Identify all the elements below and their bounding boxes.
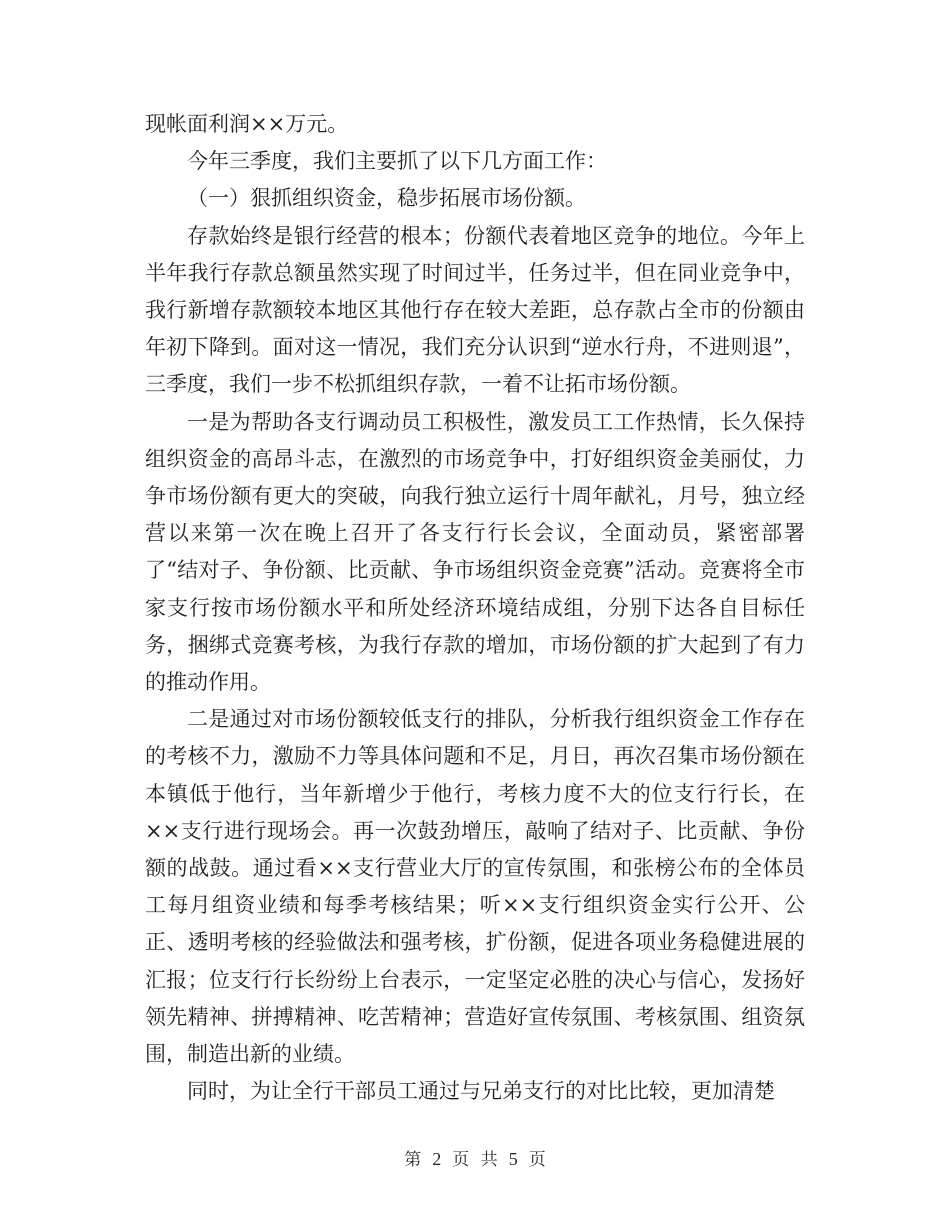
paragraph-3: 存款始终是银行经营的根本；份额代表着地区竞争的地位。今年上半年我行存款总额虽然实现了时间过半，任务过半，但在同业竞争中，我行新增存款额较本地区其他行存在较大差距，总存款占全市的份额由年初下降到。面对这一情况，我们充分认识到“逆水行舟，不进则退”，三季度，我们一步不松抓组织存款，一着不让拓市场份额。 (145, 223, 805, 397)
footer-middle-b: 共 (480, 1150, 498, 1170)
paragraph-4: 一是为帮助各支行调动员工积极性，激发员工工作热情，长久保持组织资金的高昂斗志，在激烈的市场竞争中，打好组织资金美丽仗，力争市场份额有更大的突破，向我行独立运行十周年献礼，月号，独立经营以来第一次在晚上召开了各支行行长会议，全面动员，紧密部署了“结对子、争份额、比贡献、争市场组织资金竞赛”活动。竞赛将全市家支行按市场份额水平和所处经济环境结成组，分别下达各自目标任务，捆绑式竞赛考核，为我行存款的增加，市场份额的扩大起到了有力的推动作用。 (145, 409, 805, 695)
current-page-number: 2 (432, 1149, 442, 1169)
footer-middle-a: 页 (452, 1150, 470, 1170)
paragraph-2: 今年三季度，我们主要抓了以下几方面工作： (187, 149, 607, 174)
paragraph-5: 二是通过对市场份额较低支行的排队，分析我行组织资金工作存在的考核不力，激励不力等具体问题和不足，月日，再次召集市场份额在本镇低于他行，当年新增少于他行，考核力度不大的位支行行长，在××支行进行现场会。再一次鼓劲增压，敲响了结对子、比贡献、争份额的战鼓。通过看××支行营业大厅的宣传氛围，和张榜公布的全体员工每月组资业绩和每季考核结果；听××支行组织资金实行公开、公正、透明考核的经验做法和强考核，扩份额，促进各项业务稳健进展的汇报；位支行行长纷纷上台表示，一定坚定必胜的决心与信心，发扬好领先精神、拼搏精神、吃苦精神；营造好宣传氛围、考核氛围、组资氛围，制造出新的业绩。 (145, 707, 805, 1067)
footer-prefix: 第 (404, 1150, 422, 1170)
paragraph-1: 现帐面利润××万元。 (145, 112, 349, 136)
total-pages-number: 5 (508, 1149, 518, 1169)
page-footer (0, 1145, 950, 1170)
section-heading-1: （一）狠抓组织资金，稳步拓展市场份额。 (187, 186, 586, 211)
footer-suffix: 页 (528, 1150, 546, 1170)
paragraph-6: 同时，为让全行干部员工通过与兄弟支行的对比比较，更加清楚 (187, 1079, 775, 1104)
document-body (145, 106, 805, 1110)
